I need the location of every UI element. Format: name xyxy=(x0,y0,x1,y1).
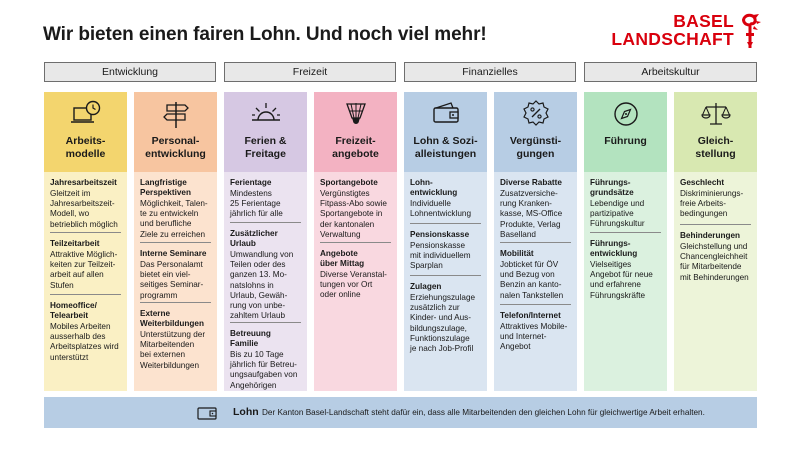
item-mobilitaet xyxy=(500,249,571,301)
divider xyxy=(500,242,571,243)
divider xyxy=(320,242,391,243)
shuttlecock-icon xyxy=(341,100,371,128)
item-description: Umwandlung von Teilen oder des ganzen 13. Mo- natslohns in Urlaub, Gewäh- rung von unbe- zahltem Urlaub xyxy=(230,250,294,321)
signpost-icon xyxy=(161,100,191,128)
item-description: Möglichkeit, Talen- te zu entwickeln und berufliche Ziele zu erreichen xyxy=(140,199,208,239)
category-entwicklung: Entwicklung xyxy=(44,62,216,82)
page-title: Wir bieten einen fairen Lohn. Und noch viel mehr! xyxy=(43,24,487,45)
item-title: Homeoffice/ Telearbeit xyxy=(50,301,97,320)
logo-line-2: LANDSCHAFT xyxy=(611,29,734,49)
item-title: Lohn- entwicklung xyxy=(410,178,458,197)
crozier-icon xyxy=(738,13,762,49)
card-lohn-sozialleistungen xyxy=(404,92,487,391)
item-fuehrungsentwicklung xyxy=(590,239,661,301)
card-title: Führung xyxy=(604,135,647,147)
wallet-icon xyxy=(431,100,461,128)
scales-icon xyxy=(701,100,731,128)
item-description: Pensionskasse mit individuellem Sparplan xyxy=(410,241,471,271)
item-title: Langfristige Perspektiven xyxy=(140,178,191,197)
card-verguenstigungen xyxy=(494,92,577,391)
item-title: Betreuung Familie xyxy=(230,329,271,348)
item-description: Individuelle Lohnentwicklung xyxy=(410,199,471,219)
card-personalentwicklung xyxy=(134,92,217,391)
item-sportangebote xyxy=(320,178,391,240)
item-title: Externe Weiterbildungen xyxy=(140,309,204,328)
compass-icon xyxy=(611,100,641,128)
card-title: Gleich- stellung xyxy=(695,135,736,160)
item-title: Angebote über Mittag xyxy=(320,249,365,268)
card-arbeitsmodelle xyxy=(44,92,127,391)
category-arbeitskultur: Arbeitskultur xyxy=(584,62,757,82)
item-description: Gleichstellung und Chancengleichheit für Mitarbeitende mit Behinderungen xyxy=(680,242,749,282)
card-title: Lohn & Sozi- alleistungen xyxy=(413,135,478,160)
card-title: Ferien & Freitage xyxy=(244,135,287,160)
item-title: Mobilität xyxy=(500,249,534,258)
item-description: Vielseitiges Angebot für neue und erfahrene Führungskräfte xyxy=(590,260,653,300)
item-title: Führungs- grundsätze xyxy=(590,178,634,197)
divider xyxy=(140,302,211,303)
lohn-text: Der Kanton Basel-Landschaft steht dafür ein, dass alle Mitarbeitenden den gleichen Lohn für gleichwertige Arbeit erhalten. xyxy=(262,408,705,417)
item-title: Interne Seminare xyxy=(140,249,207,258)
item-jahresarbeitszeit xyxy=(50,178,121,230)
card-title: Vergünsti- gungen xyxy=(509,135,562,160)
divider xyxy=(410,223,481,224)
divider xyxy=(410,275,481,276)
item-lohnentwicklung xyxy=(410,178,481,219)
item-interne-seminare xyxy=(140,249,211,301)
item-externe-weiterbildungen xyxy=(140,309,211,371)
item-description: Gleitzeit im Jahresarbeitszeit- Modell, wo betrieblich möglich xyxy=(50,189,118,229)
item-description: Mobiles Arbeiten ausserhalb des Arbeitsplatzes wird unterstützt xyxy=(50,322,119,362)
sunrise-icon xyxy=(251,100,281,128)
item-title: Diverse Rabatte xyxy=(500,178,562,187)
item-description: Jobticket für ÖV und Bezug von Benzin an kanto- nalen Tankstellen xyxy=(500,260,564,300)
divider xyxy=(230,222,301,223)
item-description: Diskriminierungs- freie Arbeits- bedingungen xyxy=(680,189,744,219)
logo-line-1: BASEL xyxy=(673,11,734,31)
card-ferien-freitage xyxy=(224,92,307,391)
item-diverse-rabatte xyxy=(500,178,571,240)
item-title: Jahresarbeitszeit xyxy=(50,178,117,187)
card-gleichstellung xyxy=(674,92,757,391)
item-title: Pensionskasse xyxy=(410,230,470,239)
divider xyxy=(230,322,301,323)
item-description: Vergünstigtes Fitpass-Abo sowie Sportangebote in der kantonalen Verwaltung xyxy=(320,189,387,239)
item-pensionskasse xyxy=(410,230,481,272)
item-description: Attraktives Mobile- und Internet- Angebot xyxy=(500,322,568,352)
item-description: Zusatzversiche- rung Kranken- kasse, MS-Office Produkte, Verlag Baselland xyxy=(500,189,563,239)
item-description: Mindestens 25 Ferientage jährlich für alle xyxy=(230,189,283,219)
category-freizeit: Freizeit xyxy=(224,62,396,82)
item-description: Lebendige und partizipative Führungskultur xyxy=(590,199,645,229)
divider xyxy=(140,242,211,243)
lohn-title: Lohn xyxy=(233,406,259,418)
divider xyxy=(500,304,571,305)
item-title: Geschlecht xyxy=(680,178,725,187)
item-title: Ferientage xyxy=(230,178,272,187)
item-title: Behinderungen xyxy=(680,231,741,240)
item-geschlecht xyxy=(680,178,751,220)
item-fuehrungsgrundsaetze xyxy=(590,178,661,230)
item-homeoffice xyxy=(50,301,121,363)
card-title: Personal- entwicklung xyxy=(145,135,206,160)
item-title: Führungs- entwicklung xyxy=(590,239,638,258)
lohn-banner xyxy=(44,397,757,428)
item-zusaetzlicher-urlaub xyxy=(230,229,301,321)
item-angebote-ueber-mittag xyxy=(320,249,391,301)
item-title: Zusätzlicher Urlaub xyxy=(230,229,278,248)
item-description: Erziehungszulage zusätzlich zur Kinder- und Aus- bildungszulage, Funktionszulage je nach Job-Profil xyxy=(410,293,476,354)
item-description: Diverse Veranstal- tungen vor Ort oder online xyxy=(320,270,387,300)
item-telefon-internet xyxy=(500,311,571,353)
laptop-clock-icon xyxy=(71,100,101,128)
item-description: Attraktive Möglich- keiten zur Teilzeit- arbeit auf allen Stufen xyxy=(50,250,118,290)
item-description: Das Personalamt bietet ein viel- seitiges Seminar- programm xyxy=(140,260,204,300)
item-ferientage xyxy=(230,178,301,220)
divider xyxy=(680,224,751,225)
item-title: Teilzeitarbeit xyxy=(50,239,100,248)
item-teilzeitarbeit xyxy=(50,239,121,291)
divider xyxy=(590,232,661,233)
card-freizeitangebote xyxy=(314,92,397,391)
item-description: Unterstützung der Mitarbeitenden bei externen Weiterbildungen xyxy=(140,330,206,370)
item-betreuung-familie xyxy=(230,329,301,391)
basel-landschaft-logo xyxy=(611,11,762,49)
item-behinderungen xyxy=(680,231,751,283)
card-title: Freizeit- angebote xyxy=(332,135,379,160)
item-title: Zulagen xyxy=(410,282,442,291)
category-finanzielles: Finanzielles xyxy=(404,62,576,82)
percent-badge-icon xyxy=(521,100,551,128)
item-title: Sportangebote xyxy=(320,178,378,187)
item-title: Telefon/Internet xyxy=(500,311,561,320)
item-langfristige-perspektiven xyxy=(140,178,211,240)
divider xyxy=(50,294,121,295)
wallet-icon xyxy=(197,406,217,420)
divider xyxy=(50,232,121,233)
item-zulagen xyxy=(410,282,481,354)
item-description: Bis zu 10 Tage jährlich für Betreu- ungsaufgaben von Angehörigen xyxy=(230,350,298,390)
card-title: Arbeits- modelle xyxy=(65,135,106,160)
card-fuehrung xyxy=(584,92,667,391)
